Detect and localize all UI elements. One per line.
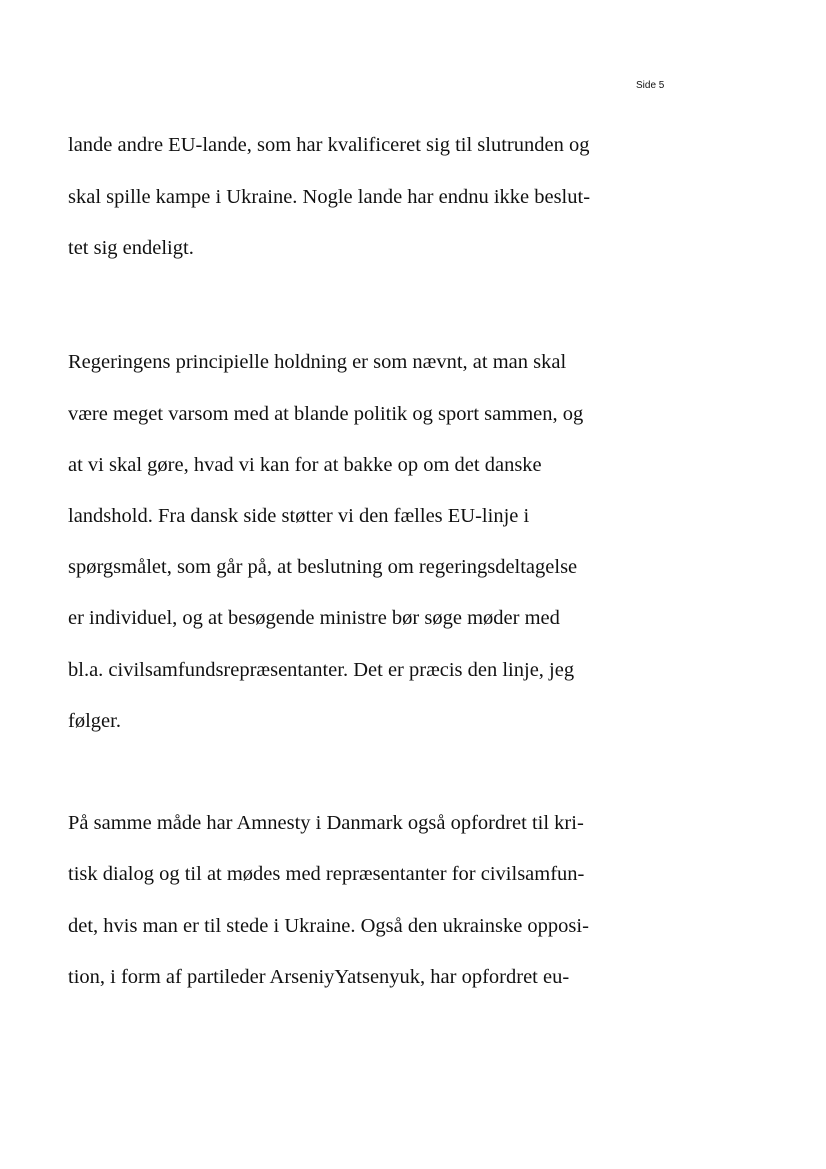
text-line: er individuel, og at besøgende ministre bør søge møder med: [68, 607, 560, 629]
text-line: tet sig endeligt.: [68, 237, 194, 259]
text-line: tion, i form af partileder ArseniyYatsenyuk, har opfordret eu-: [68, 966, 570, 988]
text-line: være meget varsom med at blande politik og sport sammen, og: [68, 403, 584, 425]
text-line: det, hvis man er til stede i Ukraine. Også den ukrainske opposi-: [68, 915, 589, 937]
text-line: følger.: [68, 710, 121, 732]
text-line: bl.a. civilsamfundsrepræsentanter. Det er præcis den linje, jeg: [68, 659, 575, 681]
text-line: landshold. Fra dansk side støtter vi den fælles EU-linje i: [68, 505, 530, 527]
text-line: skal spille kampe i Ukraine. Nogle lande har endnu ikke beslut-: [68, 186, 591, 208]
text-line: spørgsmålet, som går på, at beslutning om regeringsdeltagelse: [68, 556, 578, 578]
text-line: Regeringens principielle holdning er som nævnt, at man skal: [68, 351, 567, 373]
page-number: Side 5: [636, 80, 665, 91]
text-line: at vi skal gøre, hvad vi kan for at bakke op om det danske: [68, 454, 542, 476]
text-line: tisk dialog og til at mødes med repræsentanter for civilsamfun-: [68, 863, 585, 885]
text-line: På samme måde har Amnesty i Danmark også opfordret til kri-: [68, 812, 584, 834]
text-line: lande andre EU-lande, som har kvalificeret sig til slutrunden og: [68, 134, 590, 156]
